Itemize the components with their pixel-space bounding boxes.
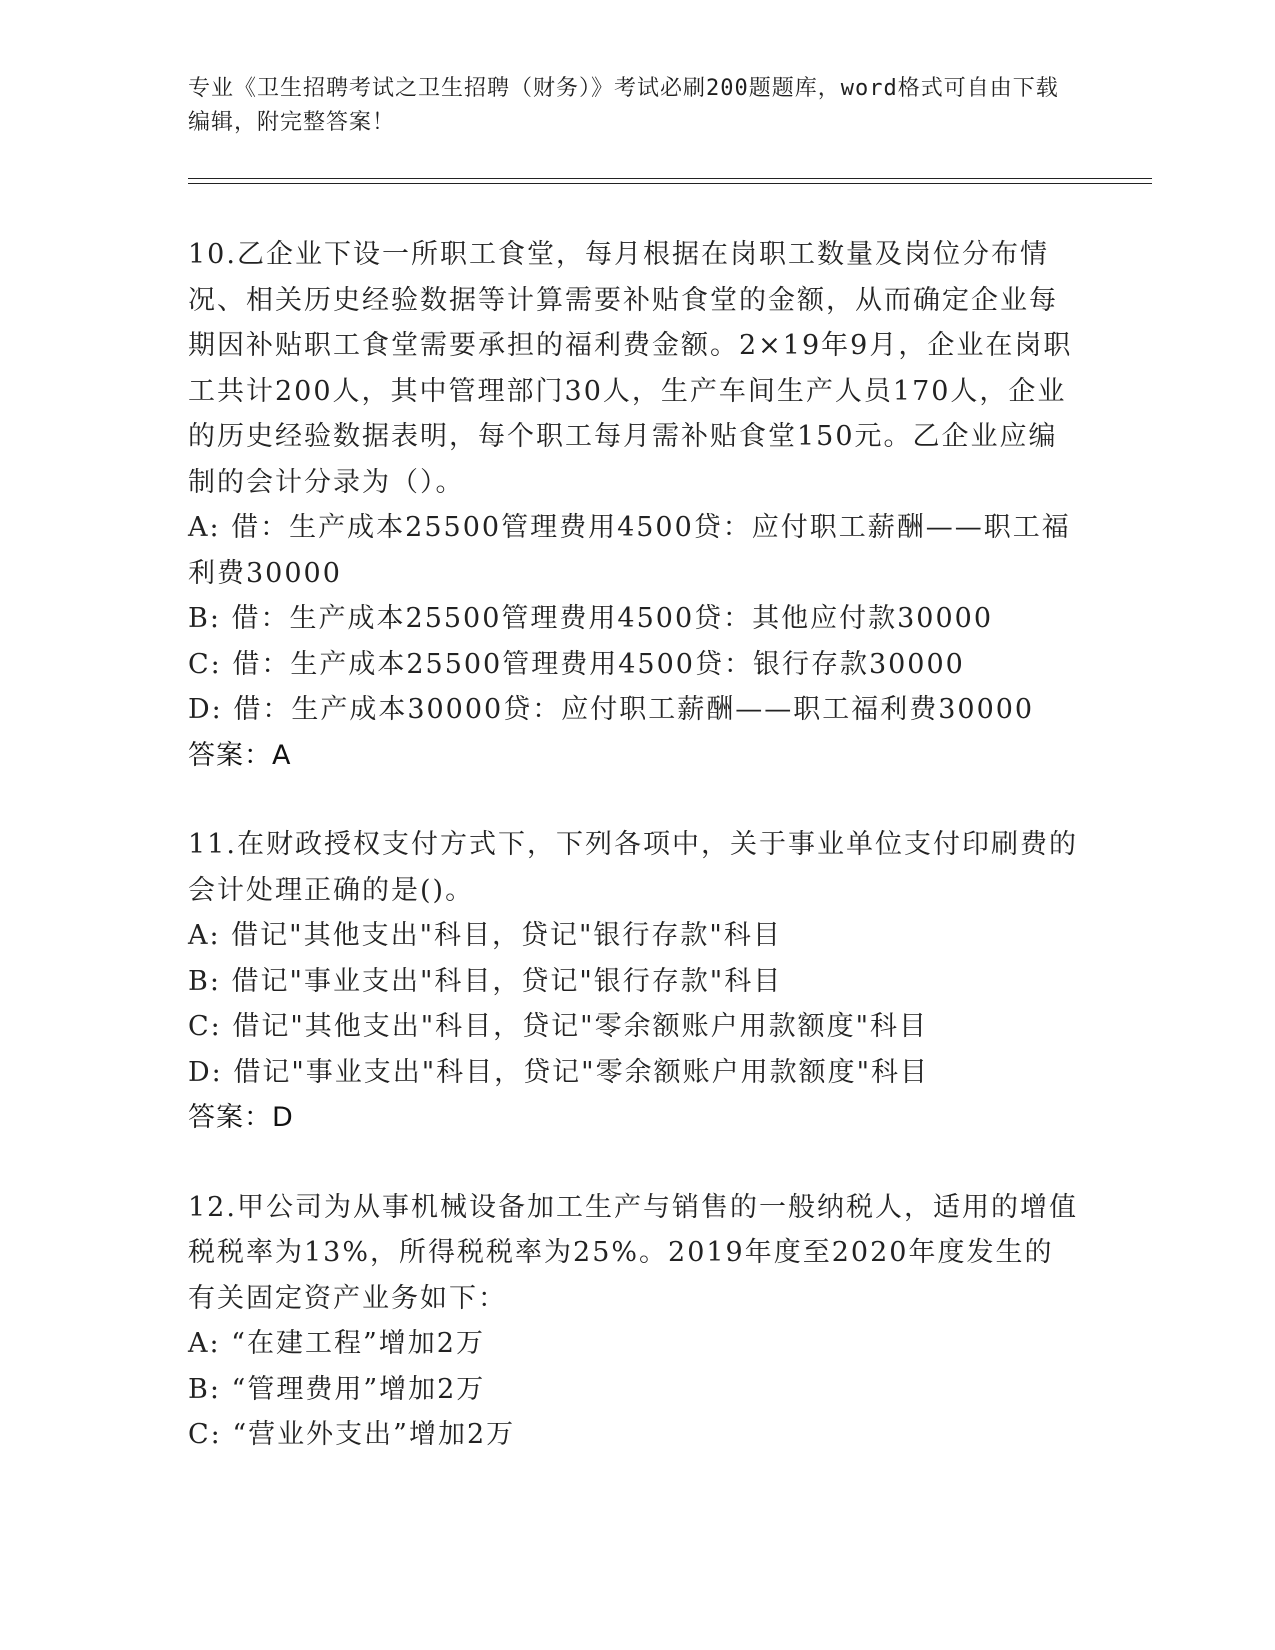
option-a: A: 借记"其他支出"科目，贷记"银行存款"科目 [188, 920, 782, 951]
option-a: A: “在建工程”增加2万 [188, 1328, 485, 1359]
option-d: D: 借：生产成本30000贷：应付职工薪酬——职工福利费30000 [188, 694, 1035, 725]
question-list [188, 232, 1088, 1502]
option-b: B: 借：生产成本25500管理费用4500贷：其他应付款30000 [188, 603, 994, 634]
answer-line: 答案：A [188, 739, 292, 771]
option-b: B: “管理费用”增加2万 [188, 1373, 486, 1405]
question-10 [188, 232, 1088, 778]
option-c: C: 借记"其他支出"科目，贷记"零余额账户用款额度"科目 [188, 1011, 929, 1042]
answer-line: 答案：D [188, 1102, 294, 1133]
header-rule-bottom [188, 183, 1152, 184]
option-c: C: “营业外支出”增加2万 [188, 1419, 516, 1450]
option-c: C: 借：生产成本25500管理费用4500贷：银行存款30000 [188, 648, 965, 680]
option-a: A: 借：生产成本25500管理费用4500贷：应付职工薪酬——职工福利费30000 [188, 512, 1071, 589]
document-header: 专业《卫生招聘考试之卫生招聘（财务）》考试必刷200题题库，word格式可自由下载编辑，附完整答案！ [188, 76, 1059, 135]
question-11 [188, 822, 1088, 1141]
question-text: 10.乙企业下设一所职工食堂，每月根据在岗职工数量及岗位分布情况、相关历史经验数据等计算需要补贴食堂的金额，从而确定企业每期因补贴职工食堂需要承担的福利费金额。2×19年9月，企业在岗职工共计200人，其中管理部门30人，生产车间生产人员170人，企业的历史经验数据表明，每个职工每月需补贴食堂150元。乙企业应编制的会计分录为（）。 [188, 239, 1073, 498]
option-b: B: 借记"事业支出"科目，贷记"银行存款"科目 [188, 965, 783, 997]
question-text: 12.甲公司为从事机械设备加工生产与销售的一般纳税人，适用的增值税税率为13%，所得税税率为25%。2019年度至2020年度发生的有关固定资产业务如下： [188, 1191, 1078, 1314]
question-12 [188, 1185, 1088, 1458]
option-d: D: 借记"事业支出"科目，贷记"零余额账户用款额度"科目 [188, 1056, 930, 1088]
question-text: 11.在财政授权支付方式下，下列各项中，关于事业单位支付印刷费的会计处理正确的是()。 [188, 829, 1078, 906]
header-rule-top [188, 178, 1152, 179]
